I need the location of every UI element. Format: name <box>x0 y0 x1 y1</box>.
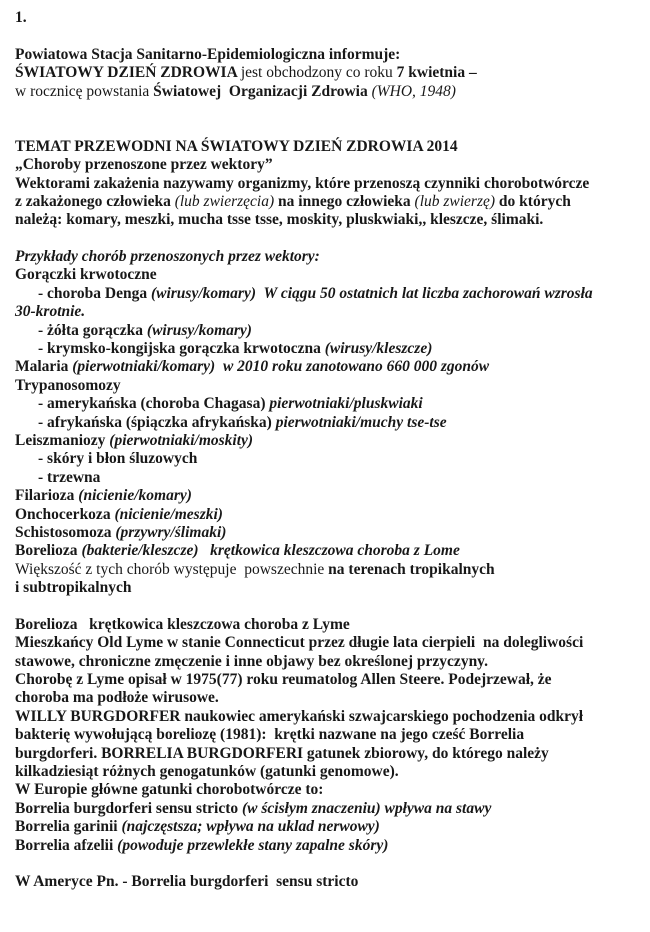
text-span: Mieszkańcy Old Lyme w stanie Connecticut przez długie lata cierpieli na dolegliwości <box>15 634 584 652</box>
text-span: Schistosomoza <box>15 523 116 541</box>
text-span: (bakterie/kleszcze) <box>81 542 199 560</box>
text-span: (najczęstsza; wpływa na uklad nerwowy) <box>121 818 380 836</box>
text-span: choroba ma podłoże wirusowe. <box>15 689 219 707</box>
text-line <box>15 377 646 395</box>
text-line <box>15 506 646 524</box>
text-span: Borelioza <box>15 542 82 560</box>
text-line <box>15 745 646 763</box>
text-line <box>15 800 646 818</box>
text-line <box>15 469 646 487</box>
text-span: (nicienie/meszki) <box>114 505 223 523</box>
text-span: 7 kwietnia – <box>396 64 477 82</box>
text-span: (lub zwierzęcia) <box>174 192 275 210</box>
text-line <box>15 708 646 726</box>
text-span: Wektorami zakażenia nazywamy organizmy, które przenoszą czynniki chorobotwórcze <box>15 174 590 192</box>
text-span: pierwotniaki/muchy tse-tse <box>275 413 447 431</box>
text-line <box>15 9 646 27</box>
text-span: „Choroby przenoszone przez wektory” <box>15 156 273 174</box>
text-span: (wirusy/komary) <box>146 321 252 339</box>
text-span: z zakażonego człowieka <box>15 192 175 210</box>
text-span: jest obchodzony co roku <box>240 64 397 82</box>
text-line <box>15 579 646 597</box>
text-line <box>15 450 646 468</box>
text-line <box>15 487 646 505</box>
blank-line <box>15 230 646 248</box>
text-line <box>15 837 646 855</box>
text-span: Przykłady chorób przenoszonych przez wektory: <box>15 248 320 266</box>
text-span: należą: komary, meszki, mucha tsse tsse, moskity, pluskwiaki,, kleszcze, ślimaki. <box>15 211 544 229</box>
text-span: Onchocerkoza <box>15 505 115 523</box>
text-span: Leiszmaniozy <box>15 431 110 449</box>
text-span: - afrykańska (śpiączka afrykańska) <box>38 413 276 431</box>
text-line <box>15 763 646 781</box>
text-span: kilkadziesiąt różnych genogatunków (gatunki genomowe). <box>15 763 399 781</box>
text-span: (pierwotniaki/moskity) <box>109 431 254 449</box>
text-line <box>15 873 646 891</box>
text-span: - skóry i błon śluzowych <box>38 450 198 468</box>
text-line <box>15 726 646 744</box>
text-span: (wirusy/kleszcze) <box>324 340 433 358</box>
text-span: pierwotniaki/pluskwiaki <box>269 395 423 413</box>
text-span: Trypanosomozy <box>15 376 121 394</box>
text-line <box>15 340 646 358</box>
text-line <box>15 303 646 321</box>
text-line <box>15 156 646 174</box>
blank-line <box>15 119 646 137</box>
text-span: Borrelia burgdorferi sensu stricto <box>15 799 243 817</box>
text-span: (WHO, 1948) <box>371 82 456 100</box>
text-line <box>15 524 646 542</box>
text-line <box>15 395 646 413</box>
text-span: burgdorferi. BORRELIA BURGDORFERI gatunek zbiorowy, do którego należy <box>15 744 549 762</box>
text-span: bakterię wywołującą boreliozę (1981): krętki nazwane na jego cześć Borrelia <box>15 726 525 744</box>
text-span: i subtropikalnych <box>15 579 132 597</box>
text-span: ŚWIATOWY DZIEŃ ZDROWIA <box>15 64 241 82</box>
text-span: do których <box>495 192 571 210</box>
text-line <box>15 818 646 836</box>
text-span: - amerykańska (choroba Chagasa) <box>38 395 270 413</box>
text-line <box>15 46 646 64</box>
text-span: Filarioza <box>15 487 79 505</box>
text-line <box>15 781 646 799</box>
text-span: (przywry/ślimaki) <box>115 523 227 541</box>
blank-line <box>15 598 646 616</box>
text-span: krętkowica kleszczowa choroba z Lome <box>198 542 460 560</box>
text-span: W Ameryce Pn. - Borrelia burgdorferi sensu stricto <box>15 873 359 891</box>
text-span: stawowe, chroniczne zmęczenie i inne objawy bez określonej przyczyny. <box>15 652 488 670</box>
text-span: (powoduje przewlekłe stany zapalne skóry) <box>117 836 389 854</box>
text-span: Chorobę z Lyme opisał w 1975(77) roku reumatolog Allen Steere. Podejrzewał, że <box>15 671 552 689</box>
text-span: TEMAT PRZEWODNI NA ŚWIATOWY DZIEŃ ZDROWIA 2014 <box>15 137 458 155</box>
text-span: Borelioza krętkowica kleszczowa choroba z Lyme <box>15 615 350 633</box>
text-line <box>15 634 646 652</box>
text-line <box>15 175 646 193</box>
text-line <box>15 414 646 432</box>
text-span: - trzewna <box>38 468 101 486</box>
text-line <box>15 211 646 229</box>
text-span: - choroba Denga <box>38 284 151 302</box>
text-line <box>15 653 646 671</box>
text-line <box>15 358 646 376</box>
text-span: na terenach tropikalnych <box>328 560 495 578</box>
text-span: w rocznicę powstania <box>15 82 154 100</box>
text-span: na innego człowieka <box>274 192 415 210</box>
text-span: 30-krotnie. <box>15 303 86 321</box>
text-line <box>15 248 646 266</box>
text-line <box>15 64 646 82</box>
text-span: Borrelia garinii <box>15 818 122 836</box>
text-line <box>15 432 646 450</box>
text-span: Gorączki krwotoczne <box>15 266 157 284</box>
text-span: (pierwotniaki/komary) w 2010 roku zanotowano 660 000 zgonów <box>72 358 490 376</box>
text-span: Borrelia afzelii <box>15 836 118 854</box>
text-span: Światowej Organizacji Zdrowia <box>153 82 372 100</box>
text-span: 1. <box>15 9 27 26</box>
text-span: (wirusy/komary) W ciągu 50 ostatnich lat liczba zachorowań wzrosła <box>150 284 593 302</box>
text-line <box>15 616 646 634</box>
blank-line <box>15 27 646 45</box>
text-span: (nicienie/komary) <box>78 487 192 505</box>
text-span: Malaria <box>15 358 73 376</box>
text-span: (lub zwierzę) <box>414 192 496 210</box>
text-span: Powiatowa Stacja Sanitarno-Epidemiologiczna informuje: <box>15 45 401 63</box>
text-span: (w ścisłym znaczeniu) wpływa na stawy <box>242 799 492 817</box>
text-line <box>15 322 646 340</box>
text-line <box>15 689 646 707</box>
blank-line <box>15 855 646 873</box>
blank-line <box>15 101 646 119</box>
text-line <box>15 193 646 211</box>
text-line <box>15 561 646 579</box>
text-span: Większość z tych chorób występuje powszechnie <box>15 560 329 578</box>
text-line <box>15 542 646 560</box>
text-span: WILLY BURGDORFER naukowiec amerykański szwajcarskiego pochodzenia odkrył <box>15 707 584 725</box>
text-line <box>15 83 646 101</box>
text-span: - krymsko-kongijska gorączka krwotoczna <box>38 340 325 358</box>
text-line <box>15 138 646 156</box>
text-span: - żółta gorączka <box>38 321 147 339</box>
text-line <box>15 266 646 284</box>
text-line <box>15 285 646 303</box>
text-line <box>15 671 646 689</box>
text-span: W Europie główne gatunki chorobotwórcze to: <box>15 781 324 799</box>
